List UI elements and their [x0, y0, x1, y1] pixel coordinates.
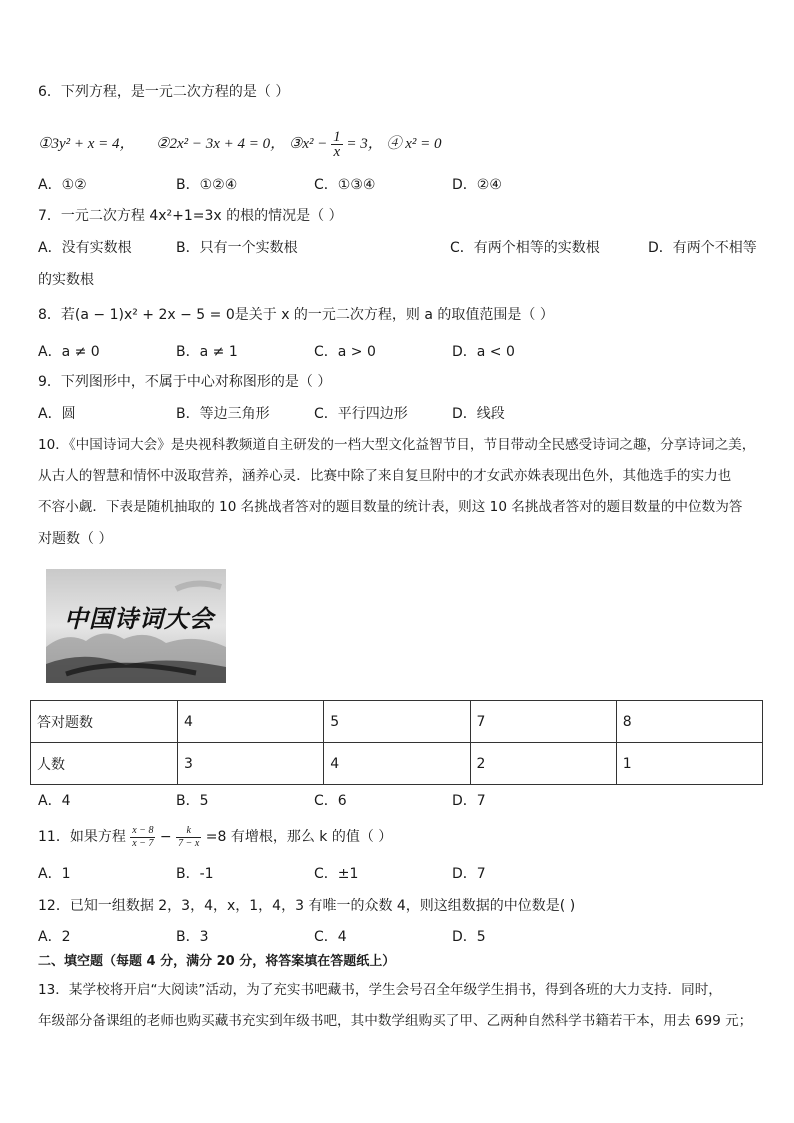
table-cell: 7 [470, 701, 616, 743]
q10-stats-table [30, 700, 763, 785]
banner-title: 中国诗词大会 [64, 604, 214, 633]
q11-f2-numerator: k [176, 825, 201, 838]
q11-pre: 11．如果方程 [38, 829, 126, 845]
table-row [31, 743, 763, 785]
q10-line4: 对题数（ ） [38, 531, 113, 547]
table-cell: 4 [324, 743, 470, 785]
q11-option-d: D．7 [452, 866, 486, 882]
q6-eq2: ②2x² − 3x + 4 = 0， [156, 135, 286, 152]
q9-option-b: B．等边三角形 [176, 406, 270, 422]
q9-option-d: D．线段 [452, 406, 505, 422]
table-cell: 3 [178, 743, 324, 785]
q11-fraction-1 [130, 825, 155, 850]
q11-fraction-2 [176, 825, 201, 850]
q11-f2-denominator: 7 − x [178, 837, 200, 849]
table-cell: 4 [178, 701, 324, 743]
q6-eq3-denominator: x [333, 144, 341, 160]
q10-line2: 从古人的智慧和情怀中汲取营养，涵养心灵．比赛中除了来自复旦附中的才女武亦姝表现出色外，其他选手的实力也 [38, 468, 732, 484]
q11-f1-denominator: x − 7 [132, 837, 154, 849]
q11-option-a: A．1 [38, 866, 71, 882]
q7-stem: 7．一元二次方程 4x²+1=3x 的根的情况是（ ） [38, 208, 343, 224]
q12-options [38, 927, 758, 947]
q11-stem [38, 822, 392, 852]
q11-options [38, 864, 758, 884]
q6-eq3-fraction [331, 130, 343, 159]
q6-equations [38, 130, 442, 159]
table-cell: 1 [616, 743, 762, 785]
q7-option-a: A．没有实数根 [38, 240, 132, 256]
q10-option-a: A．4 [38, 793, 71, 809]
q8-stem: 8．若(a − 1)x² + 2x − 5 = 0是关于 x 的一元二次方程，则 a 的取值范围是（ ） [38, 307, 554, 323]
q7-options [38, 238, 758, 258]
q11-option-c: C．±1 [314, 866, 359, 882]
table-row [31, 701, 763, 743]
q13-line2: 年级部分备课组的老师也购买藏书充实到年级书吧，其中数学组购买了甲、乙两种自然科学书籍若干本，用去 699 元； [38, 1013, 753, 1029]
q8-option-b: B．a ≠ 1 [176, 344, 238, 360]
q7-option-d: D．有两个不相等 [648, 240, 757, 256]
q10-line3: 不容小觑．下表是随机抽取的 10 名挑战者答对的题目数量的统计表，则这 10 名挑战者答对的题目数量的中位数为答 [38, 499, 743, 515]
q6-eq3-pre: ③x² − [288, 135, 328, 152]
q8-option-c: C．a > 0 [314, 344, 376, 360]
q6-stem: 6．下列方程，是一元二次方程的是（ ） [38, 84, 290, 100]
q7-continuation: 的实数根 [38, 272, 94, 288]
q6-option-d: D．②④ [452, 177, 502, 193]
q11-minus: − [159, 829, 172, 845]
section-heading-fill-in: 二、填空题（每题 4 分，满分 20 分，将答案填在答题纸上） [38, 954, 396, 969]
q12-option-a: A．2 [38, 929, 71, 945]
table-cell: 2 [470, 743, 616, 785]
q6-eq4: ④ x² = 0 [386, 135, 442, 152]
q9-options [38, 404, 758, 424]
q6-option-a: A．①② [38, 177, 87, 193]
q6-eq3-post: = 3， [346, 135, 383, 152]
q6-option-c: C．①③④ [314, 177, 376, 193]
q11-post: =8 有增根，那么 k 的值（ ） [205, 829, 393, 845]
q6-eq3-numerator: 1 [333, 129, 341, 145]
q10-option-d: D．7 [452, 793, 486, 809]
q12-stem: 12．已知一组数据 2，3，4，x，1，4，3 有唯一的众数 4，则这组数据的中位数是( ) [38, 898, 576, 914]
table-cell: 答对题数 [31, 701, 178, 743]
q10-option-c: C．6 [314, 793, 347, 809]
q8-options [38, 342, 758, 362]
q9-option-a: A．圆 [38, 406, 76, 422]
q7-option-c: C．有两个相等的实数根 [450, 240, 600, 256]
q8-option-a: A．a ≠ 0 [38, 344, 100, 360]
q6-options [38, 175, 758, 195]
q9-stem: 9．下列图形中，不属于中心对称图形的是（ ） [38, 374, 332, 390]
table-cell: 5 [324, 701, 470, 743]
q10-line1: 10．《中国诗词大会》是央视科教频道自主研发的一档大型文化益智节目，节目带动全民感受诗词之趣，分享诗词之美， [38, 437, 756, 453]
table-cell: 人数 [31, 743, 178, 785]
q12-option-c: C．4 [314, 929, 347, 945]
q13-line1: 13．某学校将开启“大阅读”活动，为了充实书吧藏书，学生会号召全年级学生捐书，得到各班的大力支持．同时， [38, 982, 722, 998]
table-cell: 8 [616, 701, 762, 743]
poetry-conference-banner [46, 569, 226, 683]
q9-option-c: C．平行四边形 [314, 406, 408, 422]
q11-option-b: B．-1 [176, 866, 214, 882]
q6-option-b: B．①②④ [176, 177, 238, 193]
q10-options [38, 791, 758, 811]
q10-option-b: B．5 [176, 793, 209, 809]
q11-f1-numerator: x − 8 [132, 824, 154, 836]
q8-option-d: D．a < 0 [452, 344, 515, 360]
q6-eq1: ①3y² + x = 4， [38, 135, 135, 152]
q12-option-b: B．3 [176, 929, 209, 945]
q7-option-b: B．只有一个实数根 [176, 240, 298, 256]
q12-option-d: D．5 [452, 929, 486, 945]
